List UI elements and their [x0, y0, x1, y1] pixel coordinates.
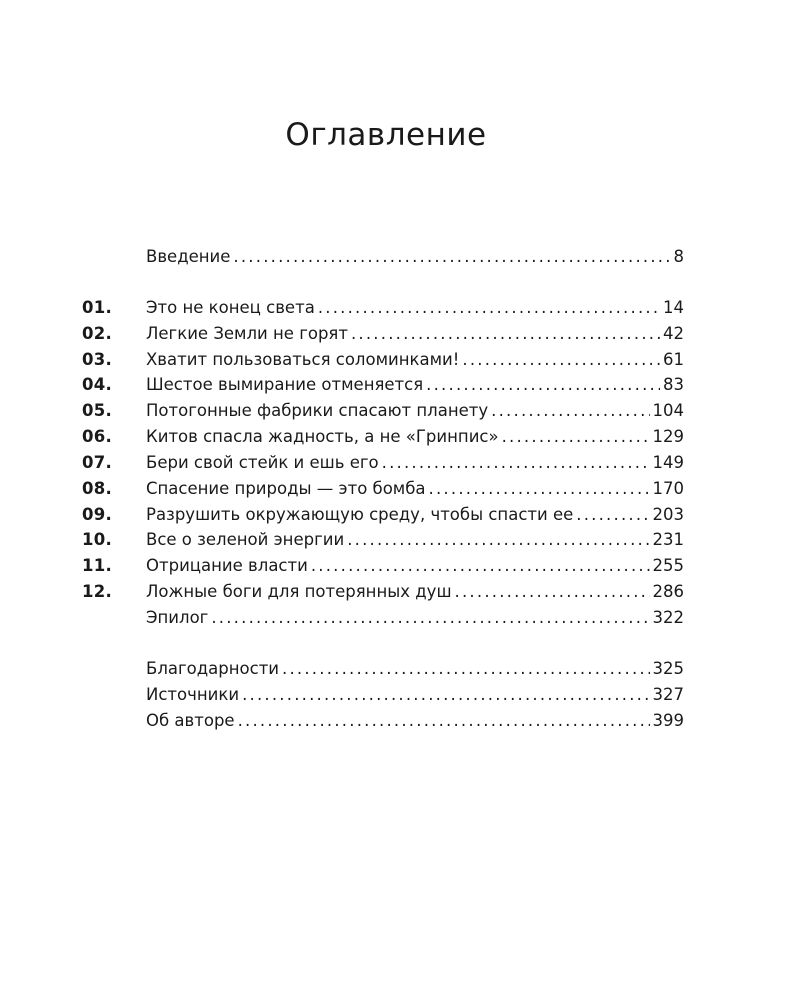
toc-entry-label: Разрушить окружающую среду, чтобы спасти ее: [146, 505, 574, 524]
dot-leader: [282, 657, 649, 681]
dot-leader: [311, 554, 650, 578]
toc-entry-page: 42: [663, 324, 684, 343]
dot-leader: [502, 425, 650, 449]
chapter-number: 11.: [82, 556, 113, 575]
dot-leader: [455, 580, 650, 604]
toc-entry-page: 327: [652, 685, 684, 704]
toc-entry-page: 399: [652, 711, 684, 730]
toc-entry-intro[interactable]: [0, 245, 800, 269]
toc-entry-chapter-02[interactable]: [0, 322, 800, 346]
toc-entry-sources[interactable]: [0, 683, 800, 707]
chapter-number: 12.: [82, 582, 113, 601]
toc-entry-label: Легкие Земли не горят: [146, 324, 348, 343]
dot-leader: [318, 296, 660, 320]
toc-entry-chapter-08[interactable]: [0, 477, 800, 501]
chapter-number: 07.: [82, 453, 113, 472]
chapter-number: 08.: [82, 479, 113, 498]
toc-entry-label: Отрицание власти: [146, 556, 308, 575]
toc-entry-label: Спасение природы — это бомба: [146, 479, 426, 498]
dot-leader: [426, 373, 660, 397]
toc-entry-page: 129: [652, 427, 684, 446]
toc-entry-label: Хватит пользоваться соломинками!: [146, 350, 460, 369]
dot-leader: [491, 399, 649, 423]
toc-entry-page: 231: [652, 530, 684, 549]
toc-entry-label: Бери свой стейк и ешь его: [146, 453, 379, 472]
toc-entry-page: 325: [652, 659, 684, 678]
toc-entry-label: Эпилог: [146, 608, 209, 627]
toc-entry-chapter-07[interactable]: [0, 451, 800, 475]
toc-entry-label: Все о зеленой энергии: [146, 530, 345, 549]
toc-entry-label: Источники: [146, 685, 240, 704]
dot-leader: [576, 503, 649, 527]
chapter-number: 04.: [82, 375, 113, 394]
toc-entry-label: Шестое вымирание отменяется: [146, 375, 424, 394]
toc-entry-label: Введение: [146, 247, 231, 266]
chapter-number: 03.: [82, 350, 113, 369]
toc-entry-page: 255: [652, 556, 684, 575]
toc-entry-page: 322: [652, 608, 684, 627]
toc-entry-chapter-09[interactable]: [0, 503, 800, 527]
toc-entry-chapter-01[interactable]: [0, 296, 800, 320]
toc-entry-page: 104: [652, 401, 684, 420]
toc-entry-chapter-03[interactable]: [0, 348, 800, 372]
toc-entry-chapter-06[interactable]: [0, 425, 800, 449]
toc-entry-page: 83: [663, 375, 684, 394]
chapter-number: 02.: [82, 324, 113, 343]
toc-entry-label: Ложные боги для потерянных душ: [146, 582, 452, 601]
toc-entry-chapter-10[interactable]: [0, 528, 800, 552]
toc-entry-label: Это не конец света: [146, 298, 315, 317]
toc-entry-page: 14: [663, 298, 684, 317]
toc-entry-label: Потогонные фабрики спасают планету: [146, 401, 489, 420]
toc-entry-epilogue[interactable]: [0, 606, 800, 630]
toc-entry-page: 170: [652, 479, 684, 498]
dot-leader: [242, 683, 649, 707]
toc-entry-page: 149: [652, 453, 684, 472]
chapter-number: 09.: [82, 505, 113, 524]
toc-entry-chapter-04[interactable]: [0, 373, 800, 397]
toc-entry-chapter-12[interactable]: [0, 580, 800, 604]
toc-entry-page: 8: [673, 247, 684, 266]
toc-entry-page: 286: [652, 582, 684, 601]
toc-entry-about-author[interactable]: [0, 709, 800, 733]
chapter-number: 01.: [82, 298, 113, 317]
chapter-number: 05.: [82, 401, 113, 420]
dot-leader: [238, 709, 650, 733]
toc-entry-label: Благодарности: [146, 659, 280, 678]
toc-entry-acknowledgements[interactable]: [0, 657, 800, 681]
dot-leader: [351, 322, 660, 346]
chapter-number: 10.: [82, 530, 113, 549]
dot-leader: [382, 451, 650, 475]
dot-leader: [462, 348, 660, 372]
toc-entry-page: 61: [663, 350, 684, 369]
toc-entry-label: Об авторе: [146, 711, 235, 730]
dot-leader: [211, 606, 649, 630]
dot-leader: [429, 477, 650, 501]
dot-leader: [233, 245, 670, 269]
page-title: Оглавление: [285, 117, 487, 153]
toc-entry-chapter-11[interactable]: [0, 554, 800, 578]
dot-leader: [347, 528, 649, 552]
chapter-number: 06.: [82, 427, 113, 446]
toc-entry-label: Китов спасла жадность, а не «Гринпис»: [146, 427, 499, 446]
toc-entry-page: 203: [652, 505, 684, 524]
toc-entry-chapter-05[interactable]: [0, 399, 800, 423]
